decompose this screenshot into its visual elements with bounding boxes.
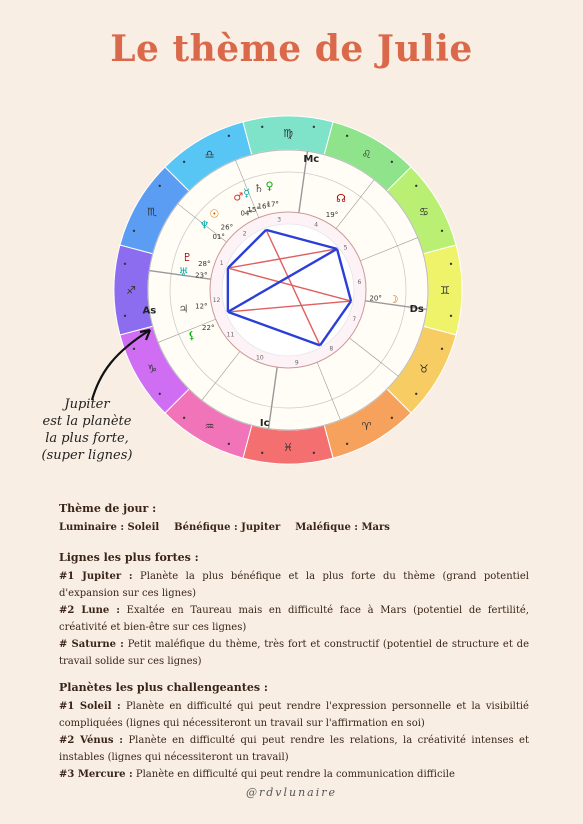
planet-degree: 12°: [195, 302, 208, 311]
jupiter-annotation: [22, 396, 152, 464]
planet-glyph: ♆: [199, 218, 210, 232]
sign-glyph: ♍: [283, 127, 293, 140]
house-number: 4: [314, 221, 319, 229]
malefique-value: Mars: [361, 522, 390, 533]
house-number: 10: [256, 354, 264, 362]
planet-glyph: ☉: [209, 207, 220, 221]
decan-glyph: •: [344, 440, 350, 450]
planet-glyph: ♇: [182, 251, 193, 265]
decan-glyph: •: [448, 311, 454, 321]
theme-jour-row: [59, 519, 529, 536]
sign-glyph: ♌: [361, 148, 372, 162]
annotation-line: la plus forte,: [45, 431, 129, 446]
planet-glyph: ♃: [178, 302, 189, 316]
decan-glyph: •: [131, 345, 137, 355]
theme-jour-heading: Thème de jour :: [59, 502, 157, 515]
planet-glyph: ⚸: [187, 328, 196, 342]
decan-glyph: •: [181, 157, 187, 167]
planet-glyph: ♅: [178, 265, 189, 279]
list-item: #2 Vénus : Planète en difficulté qui peut rendre les relations, la créativité intenses et instables (lignes qui nécessiteront un travail): [59, 735, 529, 763]
decan-glyph: •: [181, 414, 187, 424]
planet-degree: 23°: [195, 271, 208, 280]
decan-glyph: •: [311, 448, 317, 458]
benefique-label: Bénéfique :: [174, 522, 242, 533]
astrology-wheel: [113, 115, 463, 465]
malefique-label: Maléfique :: [295, 522, 362, 533]
lignes-fortes-section: [59, 549, 529, 670]
sign-glyph: ♏: [147, 205, 157, 219]
decan-glyph: •: [259, 123, 265, 133]
decan-glyph: •: [389, 414, 395, 424]
sign-glyph: ♉: [419, 362, 429, 376]
aspect-center: [219, 221, 357, 356]
luminaire-value: Soleil: [127, 522, 160, 533]
planet-degree: 22°: [202, 324, 215, 333]
decan-glyph: •: [259, 448, 265, 458]
list-item: #2 Lune : Exaltée en Taureau mais en difficulté face à Mars (potentiel de fertilité, créativité et bien-être sur ces lignes): [59, 605, 529, 633]
decan-glyph: •: [226, 440, 232, 450]
decan-glyph: •: [311, 123, 317, 133]
planet-glyph: ♀: [265, 179, 274, 193]
annotation-line: (super lignes): [41, 448, 133, 463]
luminaire-label: Luminaire :: [59, 522, 128, 533]
sign-glyph: ♒: [204, 419, 215, 433]
planet-glyph: ♂: [233, 190, 244, 204]
list-item: #3 Mercure : Planète en difficulté qui peut rendre la communication difficile: [59, 769, 455, 780]
decan-glyph: •: [344, 131, 350, 141]
planetes-challenge-heading: Planètes les plus challengeantes :: [59, 681, 268, 694]
planet-glyph: ☊: [336, 192, 346, 206]
sign-glyph: ♈: [361, 419, 372, 433]
planet-degree: 20°: [369, 294, 382, 303]
decan-glyph: •: [157, 182, 163, 192]
house-number: 5: [343, 244, 348, 252]
planet-degree: 01°: [212, 232, 225, 241]
planet-degree: 17°: [266, 200, 279, 209]
house-number: 12: [212, 296, 221, 304]
list-item: #1 Jupiter : Planète la plus bénéfique et la plus forte du thème (grand potentiel d'expansion sur ces lignes): [59, 571, 529, 599]
house-number: 2: [242, 230, 247, 238]
lignes-fortes-heading: Lignes les plus fortes :: [59, 551, 199, 564]
page-title: Le thème de Julie: [110, 28, 473, 70]
sign-glyph: ♑: [147, 362, 157, 376]
planet-degree: 15°: [247, 205, 260, 214]
decan-glyph: •: [439, 345, 445, 355]
angle-label: Ic: [259, 417, 270, 429]
footer-handle: @rdvlunaire: [245, 786, 338, 799]
list-item: # Saturne : Petit maléfique du thème, très fort et constructif (potentiel de structure et de travail solide sur ces lignes): [59, 639, 529, 667]
decan-glyph: •: [122, 260, 128, 270]
house-number: 11: [226, 331, 235, 339]
annotation-line: Jupiter: [64, 397, 110, 412]
decan-glyph: •: [413, 389, 419, 399]
angle-label: As: [142, 305, 157, 317]
benefique-value: Jupiter: [241, 522, 281, 533]
decan-glyph: •: [226, 131, 232, 141]
decan-glyph: •: [413, 182, 419, 192]
planet-glyph: ☽: [388, 293, 399, 307]
list-item: #1 Soleil : Planète en difficulté qui peut rendre l'expression personnelle et la visibiltié compliquées (lignes qui nécessiteront un travail sur l'affirmation en soi): [59, 701, 529, 729]
house-number: 7: [352, 316, 357, 324]
house-number: 1: [219, 259, 224, 267]
house-number: 3: [277, 216, 282, 224]
decan-glyph: •: [122, 311, 128, 321]
annotation-line: est la planète: [42, 414, 132, 429]
house-number: 6: [357, 279, 362, 287]
decan-glyph: •: [157, 389, 163, 399]
sign-glyph: ♐: [126, 284, 136, 297]
decan-glyph: •: [439, 226, 445, 236]
planet-glyph: ♄: [253, 182, 264, 196]
sign-glyph: ♓: [283, 441, 293, 454]
planetes-challenge-section: [59, 679, 529, 783]
planet-degree: 26°: [220, 223, 234, 232]
theme-jour-section: [59, 500, 529, 536]
decan-glyph: •: [131, 226, 137, 236]
decan-glyph: •: [389, 157, 395, 167]
planet-degree: 04°: [240, 209, 253, 218]
planet-degree: 28°: [198, 259, 211, 268]
house-number: 9: [294, 359, 299, 367]
planet-glyph: ☿: [243, 186, 250, 200]
angle-label: Mc: [303, 154, 320, 166]
sign-glyph: ♋: [419, 205, 429, 219]
sign-glyph: ♎: [204, 148, 215, 162]
planet-degree: 19°: [325, 210, 339, 219]
angle-label: Ds: [409, 304, 424, 316]
house-number: 8: [329, 345, 334, 353]
planet-degree: 16°: [257, 202, 270, 211]
decan-glyph: •: [448, 260, 454, 270]
sign-glyph: ♊: [440, 284, 450, 297]
